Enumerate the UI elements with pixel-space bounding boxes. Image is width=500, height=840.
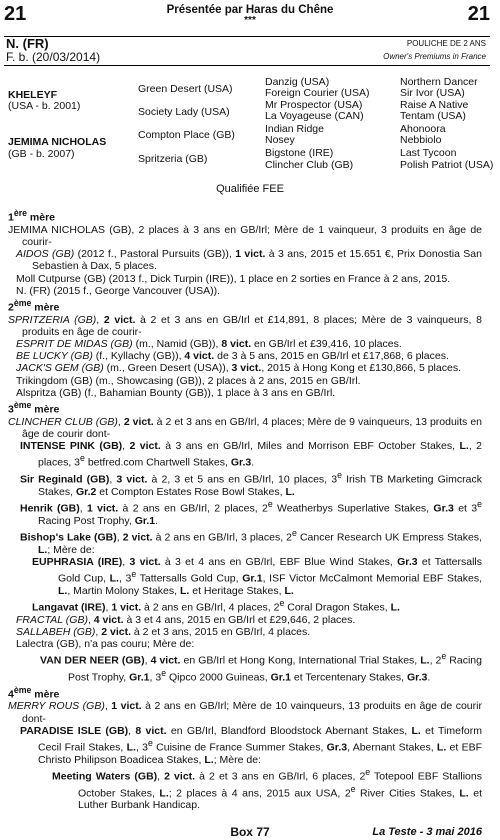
produce-entry: Sir Reginald (GB), 3 vict. à 2, 3 et 5 ans en GB/Irl, 10 places, 3e Irish TB Marketing Gimcrack Stakes, Gr.2 et Compton Estates Rose Bowl Stakes, L. (20, 470, 482, 498)
ancestor: Nebbiolo (400, 134, 442, 146)
qualification: Qualifiée FEE (216, 183, 284, 195)
top-rule (4, 36, 490, 37)
dam-origin: (GB - b. 2007) (8, 148, 75, 160)
produce-entry: Moll Cutpurse (GB) (2013 f., Dick Turpin (IRE)), 1 place en 2 sorties en France à 2 ans, 2015. (16, 272, 451, 285)
produce-entry: Trikingdom (GB) (m., Showcasing (GB)), 2 places à 2 ans, 2015 en GB/Irl. (16, 374, 361, 387)
section-heading-4: 4ème mère (8, 684, 60, 701)
ancestor: Raise A Native (400, 99, 469, 111)
ancestor: Northern Dancer (400, 76, 478, 88)
produce-entry: Lalectra (GB), n'a pas couru; Mère de: (16, 638, 195, 650)
horse-name: N. (FR) (6, 36, 49, 51)
dam-record: JEMIMA NICHOLAS (GB), 2 places à 3 ans en GB/Irl; Mère de 1 vainqueur, 3 produits en âge de courir- (8, 223, 482, 248)
presenter: Présentée par Haras du Chêne (166, 4, 334, 16)
great-grandparent: Foreign Courier (USA) (265, 87, 370, 99)
ancestor: Ahonoora (400, 123, 446, 135)
sale-info: La Teste - 3 mai 2016 (372, 826, 482, 838)
produce-entry: ESPRIT DE MIDAS (GB) (m., Namid (GB)), 8 vict. en GB/Irl et £39,416, 10 places. (16, 338, 402, 351)
produce-entry: Langavat (IRE), 1 vict. à 2 ans en GB/Irl, 4 places, 2e Coral Dragon Stakes, L. (32, 597, 400, 614)
section-heading-2: 2ème mère (8, 297, 60, 314)
produce-entry: Henrik (GB), 1 vict. à 2 ans en GB/Irl, 2 places, 2e Weatherbys Superlative Stakes, Gr.3 et 3e Racing Post Trophy, Gr.1. (20, 498, 482, 527)
horse-category: POULICHE DE 2 ANS (406, 39, 486, 48)
produce-entry: SALLABEH (GB), 2 vict. à 2 et 3 ans, 2015 en GB/Irl, 4 places. (16, 625, 311, 638)
dam-name: JEMIMA NICHOLAS (8, 136, 107, 148)
grandparent: Compton Place (GB) (138, 129, 235, 141)
produce-entry: JACK'S GEM (GB) (m., Green Desert (USA)), 3 vict., 2015 à Hong Kong et £130,866, 5 places. (16, 362, 461, 375)
produce-entry: Meeting Waters (GB), 2 vict. à 2 et 3 ans en GB/Irl, 6 places, 2e Totepool EBF Stallions October Stakes, L.; 2 places à 4 ans, 2015 aux USA, 2e River Cities Stakes, L. et Luther Burbank Handicap. (52, 766, 482, 812)
produce-entry: VAN DER NEER (GB), 4 vict. en GB/Irl et Hong Kong, International Trial Stakes, L., 2e Racing Post Trophy, Gr.1, 3e Qipco 2000 Guineas, Gr.1 et Tercentenary Stakes, Gr.3. (40, 651, 482, 684)
produce-entry: PARADISE ISLE (GB), 8 vict. en GB/Irl, Blandford Bloodstock Abernant Stakes, L. et Timeform Cecil Frail Stakes, L., 3e Cuisine de France Summer Stakes, Gr.3, Abernant Stakes, L. et EBF Christo Philipson Boadicea Stakes, L.; Mère de: (20, 724, 482, 766)
sire-name: KHELEYF (8, 89, 58, 101)
produce-entry: INTENSE PINK (GB), 2 vict. à 3 ans en GB/Irl, Miles and Morrison EBF October Stakes, L., 2 places, 3e betfred.com Chartwell Stakes, Gr.3. (20, 440, 482, 469)
section-heading-3: 3ème mère (8, 400, 60, 416)
produce-entry: N. (FR) (2015 f., George Vancouver (USA)). (16, 284, 221, 297)
horse-description: F. b. (20/03/2014) (6, 50, 101, 64)
bottom-rule (4, 65, 490, 66)
produce-record (8, 207, 482, 811)
section-heading-1: 1ère mère (8, 208, 56, 224)
ancestor: Sir Ivor (USA) (400, 87, 465, 99)
lot-number-right: 21 (467, 3, 490, 25)
great-grandparent: Clincher Club (GB) (265, 159, 354, 171)
dam-record: MERRY ROUS (GB), 1 vict. à 2 ans en GB/Irl; Mère de 10 vainqueurs, 13 produits en âge de courir dont- (8, 700, 482, 725)
grandparent: Society Lady (USA) (138, 106, 230, 118)
sire-origin: (USA - b. 2001) (8, 100, 81, 112)
ancestor: Last Tycoon (400, 147, 457, 159)
great-grandparent: Bigstone (IRE) (265, 147, 334, 159)
grandparent: Green Desert (USA) (138, 83, 233, 95)
box-number: Box 77 (230, 825, 270, 839)
stars: *** (244, 15, 256, 26)
ancestor: Tentam (USA) (400, 110, 466, 122)
great-grandparent: Indian Ridge (265, 123, 324, 135)
great-grandparent: La Voyageuse (CAN) (265, 110, 364, 122)
produce-entry: Alspritza (GB) (f., Bahamian Bounty (GB)), 1 place à 3 ans en GB/Irl. (16, 386, 336, 399)
great-grandparent: Mr Prospector (USA) (265, 99, 363, 111)
dam-record: SPRITZERIA (GB), 2 vict. à 2 et 3 ans en GB/Irl et £14,891, 8 places; Mère de 3 vainqueurs, 8 produits en âge de courir- (8, 313, 482, 338)
grandparent: Spritzeria (GB) (138, 153, 208, 165)
great-grandparent: Danzig (USA) (265, 76, 330, 88)
dam-record: CLINCHER CLUB (GB), 2 vict. à 2 et 3 ans en GB/Irl, 4 places; Mère de 9 vainqueurs, 13 produits en âge de courir dont- (8, 415, 482, 440)
produce-entry: Bishop's Lake (GB), 2 vict. à 2 ans en GB/Irl, 3 places, 2e Cancer Research UK Empress Stakes, L.; Mère de: (20, 527, 482, 556)
ancestor: Polish Patriot (USA) (400, 159, 494, 171)
produce-entry: AIDOS (GB) (2012 f., Pastoral Pursuits (GB)), 1 vict. à 3 ans, 2015 et 15.651 €, Prix Donostia San Sebastien à Dax, 5 places. (16, 248, 482, 273)
produce-entry: FRACTAL (GB), 4 vict. à 3 et 4 ans, 2015 en GB/Irl et £29,646, 2 places. (16, 613, 356, 626)
lot-number-left: 21 (4, 3, 27, 25)
owner-premium: Owner's Premiums in France (383, 52, 486, 61)
produce-entry: EUPHRASIA (IRE), 3 vict. à 3 et 4 ans en GB/Irl, EBF Blue Wind Stakes, Gr.3 et Tattersalls Gold Cup, L., 3e Tattersalls Gold Cup, Gr.1, ISF Victor McCalmont Memorial EBF Stakes, L., Martin Molony Stakes, L. et Heritage Stakes, L. (32, 555, 482, 597)
great-grandparent: Nosey (265, 134, 295, 146)
produce-entry: BE LUCKY (GB) (f., Kyllachy (GB)), 4 vict. de 3 à 5 ans, 2015 en GB/Irl et £17,868, 6 places. (16, 350, 449, 363)
